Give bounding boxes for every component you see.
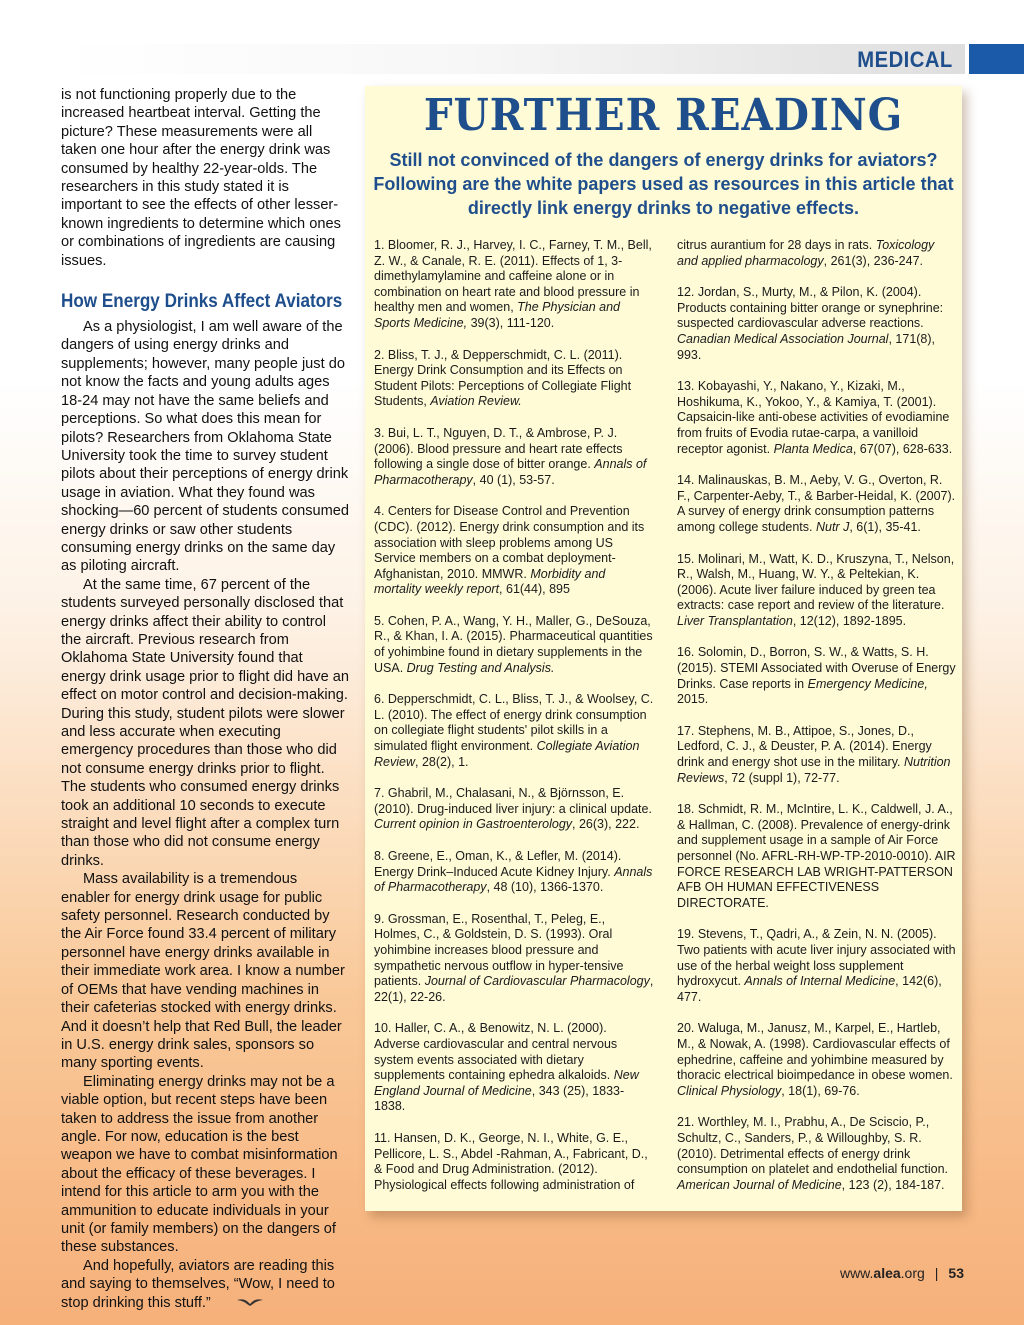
article-paragraph: Eliminating energy drinks may not be a viable option, but recent steps have been taken to address the issue from another angle. For now, education is the best weapon we have to combat misinformation about the efficacy of these beverages. I intend for this article to arm you with the ammunition to educate individuals in your unit (or family members) on the dangers of these substances.	[61, 1073, 338, 1256]
page-footer	[840, 1265, 964, 1281]
reference-entry: 10. Haller, C. A., & Benowitz, N. L. (2000). Adverse cardiovascular and central nervous system events associated with dietary supplements containing ephedra alkaloids. New England Journal of Medicine, 343 (25), 1833-1838.	[374, 1021, 639, 1114]
reference-entry: 12. Jordan, S., Murty, M., & Pilon, K. (2004). Products containing bitter orange or synephrine: suspected cardiovascular adverse reactions. Canadian Medical Association Journal, 171(8), 993.	[677, 285, 944, 362]
reference-entry: 5. Cohen, P. A., Wang, Y. H., Maller, G., DeSouza, R., & Khan, I. A. (2015). Pharmaceutical quantities of yohimbine found in dietary supplements in the USA. Drug Testing and Analysis.	[374, 613, 653, 675]
section-header-bar	[60, 44, 965, 74]
article-subheading: How Energy Drinks Affect Aviators	[61, 291, 343, 313]
reference-entry: 14. Malinauskas, B. M., Aeby, V. G., Overton, R. F., Carpenter-Aeby, T., & Barber-Heidal, K. (2007). A survey of energy drink consumption patterns among college students. Nutr J, 6(1), 35-41.	[677, 473, 956, 534]
further-reading-intro: Still not convinced of the dangers of energy drinks for aviators? Following are the white papers used as resources in this article that directly link energy drinks to negative effects.	[373, 150, 954, 218]
reference-entry: 4. Centers for Disease Control and Prevention (CDC). (2012). Energy drink consumption and its association with sleep problems among US Service members on a combat deployment-Afghanistan, 2010. MMWR. Morbidity and mortality weekly report, 61(44), 895	[374, 504, 645, 597]
article-column	[61, 86, 349, 1312]
reference-entry: 3. Bui, L. T., Nguyen, D. T., & Ambrose, P. J. (2006). Blood pressure and heart rate effects following a single dose of bitter orange. Annals of Pharmacotherapy, 40 (1), 53-57.	[374, 425, 647, 487]
article-paragraph: As a physiologist, I am well aware of the dangers of using energy drinks and supplements; however, many people just do not know the facts and young adults ages 18-24 may not have the same beliefs and perceptions. So what does this mean for pilots? Researchers from Oklahoma State University took the time to survey student pilots about their perceptions of energy drink usage in aviation. What they found was shocking—60 percent of students consumed energy drinks or saw other students consuming energy drinks on the same day as piloting aircraft.	[61, 319, 349, 575]
article-paragraph: Mass availability is a tremendous enabler for energy drink usage for public safety personnel. Research conducted by the Air Force found 33.4 percent of military personnel have energy drinks available in their immediate work area. I know a number of OEMs that have vending machines in their cafeterias stocked with energy drinks. And it doesn’t help that Red Bull, the leader in U.S. energy drink sales, sponsors so many sporting events.	[61, 871, 345, 1072]
article-paragraph: is not functioning properly due to the increased heartbeat interval. Getting the picture? These measurements were all taken one hour after the energy drink was consumed by healthy 22-year-olds. The researchers in this study stated it is important to see the effects of other lesser-known ingredients to determine which ones or combinations of ingredients are causing issues.	[61, 87, 341, 269]
footer-url[interactable]: www.alea.org	[839, 1265, 925, 1281]
reference-entry: 15. Molinari, M., Watt, K. D., Kruszyna, T., Nelson, R., Walsh, M., Huang, W. Y., & Peltekian, K. (2006). Acute liver failure induced by green tea extracts: case report and review of the literature. Liver Transplantation, 12(12), 1892-1895.	[677, 551, 955, 628]
further-reading-title: FURTHER READING	[423, 90, 904, 141]
reference-entry: 18. Schmidt, R. M., McIntire, L. K., Caldwell, J. A., & Hallman, C. (2008). Prevalence of energy-drink and supplement usage in a sample of Air Force personnel (No. AFRL-RH-WP-TP-2010-0010). AIR FORCE RESEARCH LAB WRIGHT-PATTERSON AFB OH HUMAN EFFECTIVENESS DIRECTORATE.	[677, 802, 956, 910]
reference-entry: 7. Ghabril, M., Chalasani, N., & Björnsson, E. (2010). Drug-induced liver injury: a clinical update. Current opinion in Gastroenterology, 26(3), 222.	[374, 786, 652, 832]
wings-end-mark-icon	[215, 1294, 263, 1312]
section-label: MEDICAL	[857, 47, 953, 72]
reference-entry: 2. Bliss, T. J., & Depperschmidt, C. L. (2011). Energy Drink Consumption and its Effects on Student Pilots: Perceptions of Collegiate Flight Students, Aviation Review.	[374, 347, 632, 409]
reference-entry: 19. Stevens, T., Qadri, A., & Zein, N. N. (2005). Two patients with acute liver injury associated with use of the herbal weight loss supplement hydroxycut. Annals of Internal Medicine, 142(6), 477.	[677, 927, 956, 1004]
references-column-2	[677, 238, 957, 1209]
reference-entry: 20. Waluga, M., Janusz, M., Karpel, E., Hartleb, M., & Nowak, A. (1998). Cardiovascular effects of ephedrine, caffeine and yohimbine measured by thoracic electrical bioimpedance in obese women. Clinical Physiology, 18(1), 69-76.	[677, 1021, 953, 1098]
reference-entry: 6. Depperschmidt, C. L., Bliss, T. J., & Woolsey, C. L. (2010). The effect of energy drink consumption on collegiate flight students' pilot skills in a simulated flight environment. Collegiate Aviation Review, 28(2), 1.	[374, 692, 654, 769]
section-tab	[969, 44, 1024, 74]
page-number: 53	[948, 1265, 964, 1281]
article-paragraph: At the same time, 67 percent of the students surveyed personally disclosed that energy drinks affect their ability to control the aircraft. Previous research from Oklahoma State University found that energy drink usage prior to flight did have an effect on motor control and decision-making. During this study, student pilots were slower and less accurate when executing emergency procedures than those who did not consume energy drinks prior to flight. The students who consumed energy drinks took an additional 10 seconds to execute straight and level flight after a complex turn than those who did not consume energy drinks.	[61, 576, 349, 869]
reference-entry: 13. Kobayashi, Y., Nakano, Y., Kizaki, M., Hoshikuma, K., Yokoo, Y., & Kamiya, T. (2001). Capsaicin-like anti-obese activities of evodiamine from fruits of Evodia rutae-carpa, a vanilloid receptor agonist. Planta Medica, 67(07), 628-633.	[677, 379, 953, 456]
footer-separator: |	[934, 1265, 939, 1281]
reference-entry: citrus aurantium for 28 days in rats. Toxicology and applied pharmacology, 261(3), 236-247.	[677, 238, 935, 268]
article-paragraph	[61, 1257, 349, 1312]
references-column-1	[374, 238, 654, 1209]
reference-entry: 11. Hansen, D. K., George, N. I., White, G. E., Pellicore, L. S., Abdel -Rahman, A., Fabricant, D., & Food and Drug Administration. (2012). Physiological effects following administration of	[374, 1130, 648, 1192]
reference-entry: 8. Greene, E., Oman, K., & Lefler, M. (2014). Energy Drink–Induced Acute Kidney Injury. Annals of Pharmacotherapy, 48 (10), 1366-1370.	[374, 849, 653, 895]
reference-entry: 1. Bloomer, R. J., Harvey, I. C., Farney, T. M., Bell, Z. W., & Canale, R. E. (2011). Effects of 1, 3-dimethylamylamine and caffeine alone or in combination on heart rate and blood pressure in healthy men and women, The Physician and Sports Medicine, 39(3), 111-120.	[374, 238, 652, 330]
further-reading-box	[365, 86, 962, 1211]
reference-entry: 21. Worthley, M. I., Prabhu, A., De Sciscio, P., Schultz, C., Sanders, P., & Willoughby, S. R. (2010). Detrimental effects of energy drink consumption on platelet and endothelial function. American Journal of Medicine, 123 (2), 184-187.	[677, 1115, 949, 1192]
article-closing-text: And hopefully, aviators are reading this and saying to themselves, “Wow, I need to stop drinking this stuff.”	[61, 1257, 335, 1311]
reference-entry: 16. Solomin, D., Borron, S. W., & Watts, S. H. (2015). STEMI Associated with Overuse of Energy Drinks. Case reports in Emergency Medicine, 2015.	[677, 645, 956, 707]
reference-entry: 17. Stephens, M. B., Attipoe, S., Jones, D., Ledford, C. J., & Deuster, P. A. (2014). Energy drink and energy shot use in the military. Nutrition Reviews, 72 (suppl 1), 72-77.	[677, 723, 951, 785]
reference-entry: 9. Grossman, E., Rosenthal, T., Peleg, E., Holmes, C., & Goldstein, D. S. (1993). Oral yohimbine increases blood pressure and sympathetic nervous outflow in hyper-tensive patients. Journal of Cardiovascular Pharmacology, 22(1), 22-26.	[374, 911, 654, 1004]
